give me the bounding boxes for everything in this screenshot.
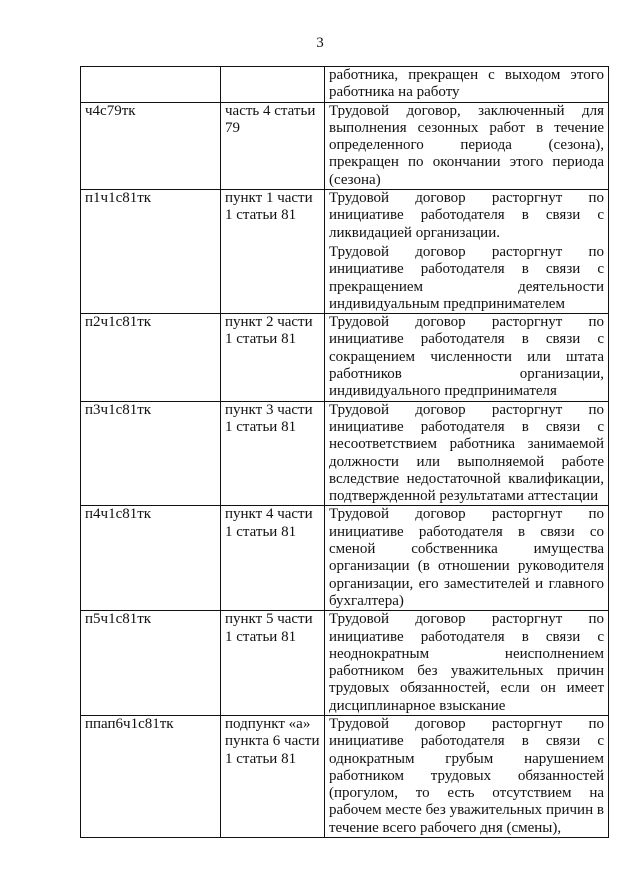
row-description bbox=[325, 611, 609, 716]
row-article: часть 4 статьи 79 bbox=[221, 102, 325, 189]
row-article bbox=[221, 67, 325, 103]
row-code: ч4с79тк bbox=[81, 102, 221, 189]
page-number: 3 bbox=[316, 35, 324, 51]
row-code: ппап6ч1с81тк bbox=[81, 715, 221, 837]
row-article: пункт 1 части 1 статьи 81 bbox=[221, 190, 325, 314]
row-article: подпункт «а» пункта 6 части 1 статьи 81 bbox=[221, 715, 325, 837]
table-row bbox=[81, 611, 609, 716]
description-paragraph: Трудовой договор расторгнут по инициативе работодателя в связи с неоднократным неисполнением работником без уважительных причин трудовых обязанностей, если он имеет дисциплинарное взыскание bbox=[329, 611, 604, 714]
row-article: пункт 5 части 1 статьи 81 bbox=[221, 611, 325, 716]
table-row bbox=[81, 190, 609, 314]
description-paragraph: Трудовой договор, заключенный для выполнения сезонных работ в течение определенного периода (сезона), прекращен по окончании этого периода (сезона) bbox=[329, 102, 604, 188]
row-description bbox=[325, 401, 609, 506]
description-paragraph: Трудовой договор расторгнут по инициативе работодателя в связи с ликвидацией организации. bbox=[329, 190, 604, 241]
table-body bbox=[81, 67, 609, 838]
dismissal-codes-table bbox=[80, 66, 609, 838]
table-row bbox=[81, 314, 609, 401]
row-code: п3ч1с81тк bbox=[81, 401, 221, 506]
description-paragraph: Трудовой договор расторгнут по инициативе работодателя в связи с прекращением деятельности индивидуальным предпринимателем bbox=[329, 243, 604, 312]
description-paragraph: Трудовой договор расторгнут по инициативе работодателя в связи с сокращением численности или штата работников организации, индивидуального предпринимателя bbox=[329, 314, 604, 400]
row-article: пункт 4 части 1 статьи 81 bbox=[221, 506, 325, 611]
row-description bbox=[325, 102, 609, 189]
row-article: пункт 3 части 1 статьи 81 bbox=[221, 401, 325, 506]
description-paragraph: Трудовой договор расторгнут по инициативе работодателя в связи со сменой собственника имущества организации (в отношении руководителя организации, его заместителей и главного бухгалтера) bbox=[329, 506, 604, 609]
table-row bbox=[81, 67, 609, 103]
row-description bbox=[325, 67, 609, 103]
description-paragraph: работника, прекращен с выходом этого работника на работу bbox=[329, 67, 604, 101]
table-row bbox=[81, 506, 609, 611]
table-row bbox=[81, 715, 609, 837]
row-code: п5ч1с81тк bbox=[81, 611, 221, 716]
row-code: п4ч1с81тк bbox=[81, 506, 221, 611]
row-code: п2ч1с81тк bbox=[81, 314, 221, 401]
row-code: п1ч1с81тк bbox=[81, 190, 221, 314]
row-code bbox=[81, 67, 221, 103]
row-description bbox=[325, 190, 609, 314]
description-paragraph: Трудовой договор расторгнут по инициативе работодателя в связи с несоответствием работника занимаемой должности или выполняемой работе вследствие недостаточной квалификации, подтвержденной результатами аттестации bbox=[329, 401, 604, 505]
row-article: пункт 2 части 1 статьи 81 bbox=[221, 314, 325, 401]
table-row bbox=[81, 401, 609, 506]
row-description bbox=[325, 314, 609, 401]
row-description bbox=[325, 715, 609, 837]
description-paragraph: Трудовой договор расторгнут по инициативе работодателя в связи с однократным грубым нарушением работником трудовых обязанностей (прогулом, то есть отсутствием на рабочем месте без уважительных причин в течение всего рабочего дня (смены), bbox=[329, 715, 604, 836]
row-description bbox=[325, 506, 609, 611]
table-row bbox=[81, 102, 609, 189]
